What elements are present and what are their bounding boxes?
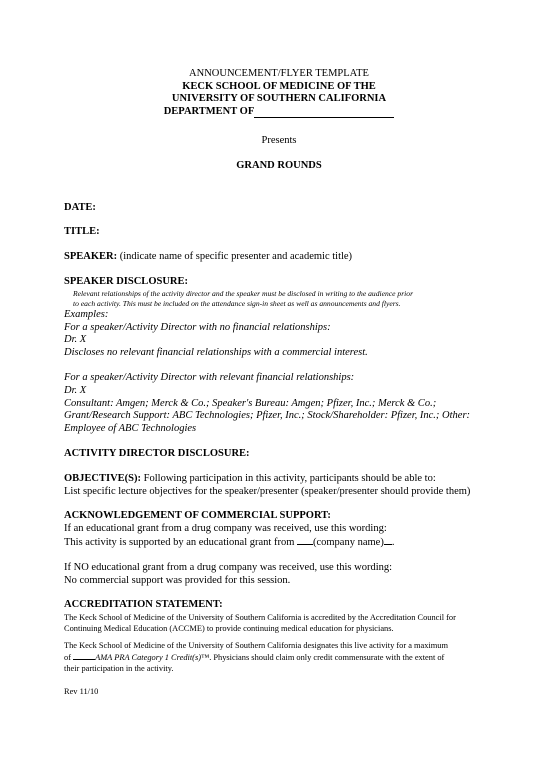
- accreditation-p2-line-3: their participation in the activity.: [64, 664, 174, 674]
- accreditation-p2-line-2: [64, 651, 494, 663]
- example-2-line-2: Grant/Research Support: ABC Technologies; Pfizer, Inc.; Stock/Shareholder: Pfizer, Inc.; Other:: [64, 410, 471, 422]
- speaker-note: (indicate name of specific presenter and academic title): [117, 251, 353, 263]
- event-title: GRAND ROUNDS: [236, 159, 322, 171]
- objectives-line: [64, 473, 494, 486]
- example-2-name: Dr. X: [64, 384, 87, 396]
- accreditation-p2-line-1: The Keck School of Medicine of the University of Southern California designates this live activity for a maximum: [64, 641, 448, 651]
- university-name: UNIVERSITY OF SOUTHERN CALIFORNIA: [171, 93, 387, 104]
- speaker-disclosure-heading: SPEAKER DISCLOSURE:: [64, 275, 188, 287]
- date-label: DATE:: [64, 201, 96, 213]
- activity-director-heading: ACTIVITY DIRECTOR DISCLOSURE:: [64, 447, 250, 459]
- example-2-line-1: Consultant: Amgen; Merck & Co.; Speaker's Bureau: Amgen; Pfizer, Inc.; Merck & Co.;: [64, 397, 437, 409]
- disclosure-note-2: to each activity. This must be included on the attendance sign-in sheet as well as announcements and flyers.: [73, 298, 401, 308]
- commercial-line-4: No commercial support was provided for this session.: [64, 574, 291, 586]
- accreditation-p1-line-1: The Keck School of Medicine of the University of Southern California is accredited by the Accreditation Council for: [64, 613, 456, 623]
- revision-label: Rev 11/10: [64, 687, 99, 697]
- example-2-line-3: Employee of ABC Technologies: [64, 423, 197, 435]
- examples-label: Examples:: [64, 308, 109, 320]
- example-1-header: For a speaker/Activity Director with no financial relationships:: [64, 321, 331, 333]
- template-title: ANNOUNCEMENT/FLYER TEMPLATE: [189, 68, 369, 79]
- accreditation-p2-of: of: [64, 653, 74, 663]
- example-1-text: Discloses no relevant financial relationships with a commercial interest.: [64, 347, 368, 359]
- presents-text: Presents: [261, 135, 297, 146]
- commercial-line-2-a: This activity is supported by an educational grant from: [64, 536, 297, 548]
- disclosure-note-1: Relevant relationships of the activity director and the speaker must be disclosed in writing to the audience prior: [73, 288, 414, 298]
- company-name-placeholder: (company name): [312, 536, 384, 548]
- company-blank-2: [384, 536, 392, 545]
- objectives-text-2: List specific lecture objectives for the speaker/presenter (speaker/presenter should provide them): [64, 485, 471, 497]
- commercial-line-2-c: .: [391, 536, 395, 548]
- commercial-support-heading: ACKNOWLEDGEMENT OF COMMERCIAL SUPPORT:: [64, 510, 331, 522]
- school-name: KECK SCHOOL OF MEDICINE OF THE: [182, 80, 376, 92]
- example-1-name: Dr. X: [64, 334, 87, 346]
- objectives-text-1: Following participation in this activity, participants should be able to:: [141, 472, 436, 484]
- commercial-line-2: [64, 536, 494, 550]
- department-label: DEPARTMENT OF: [163, 105, 255, 117]
- company-blank-1: [297, 536, 313, 545]
- department-blank: [254, 107, 394, 118]
- department-line: [64, 106, 494, 119]
- objectives-heading: OBJECTIVE(S):: [64, 472, 142, 484]
- commercial-line-3: If NO educational grant from a drug company was received, use this wording:: [64, 561, 393, 573]
- example-2-header: For a speaker/Activity Director with relevant financial relationships:: [64, 371, 355, 383]
- commercial-line-1: If an educational grant from a drug company was received, use this wording:: [64, 523, 387, 535]
- title-label: TITLE:: [64, 226, 100, 238]
- speaker-line: [64, 251, 494, 264]
- accreditation-p1-line-2: Continuing Medical Education (ACCME) to provide continuing medical education for physicians.: [64, 624, 394, 634]
- accreditation-p2-rest: . Physicians should claim only credit commensurate with the extent of: [209, 653, 445, 663]
- document-content: [64, 68, 494, 697]
- accreditation-heading: ACCREDITATION STATEMENT:: [64, 599, 223, 611]
- speaker-label: SPEAKER:: [64, 251, 118, 263]
- ama-credit-text: AMA PRA Category 1 Credit(s)™: [95, 653, 210, 663]
- credits-blank: [73, 651, 95, 660]
